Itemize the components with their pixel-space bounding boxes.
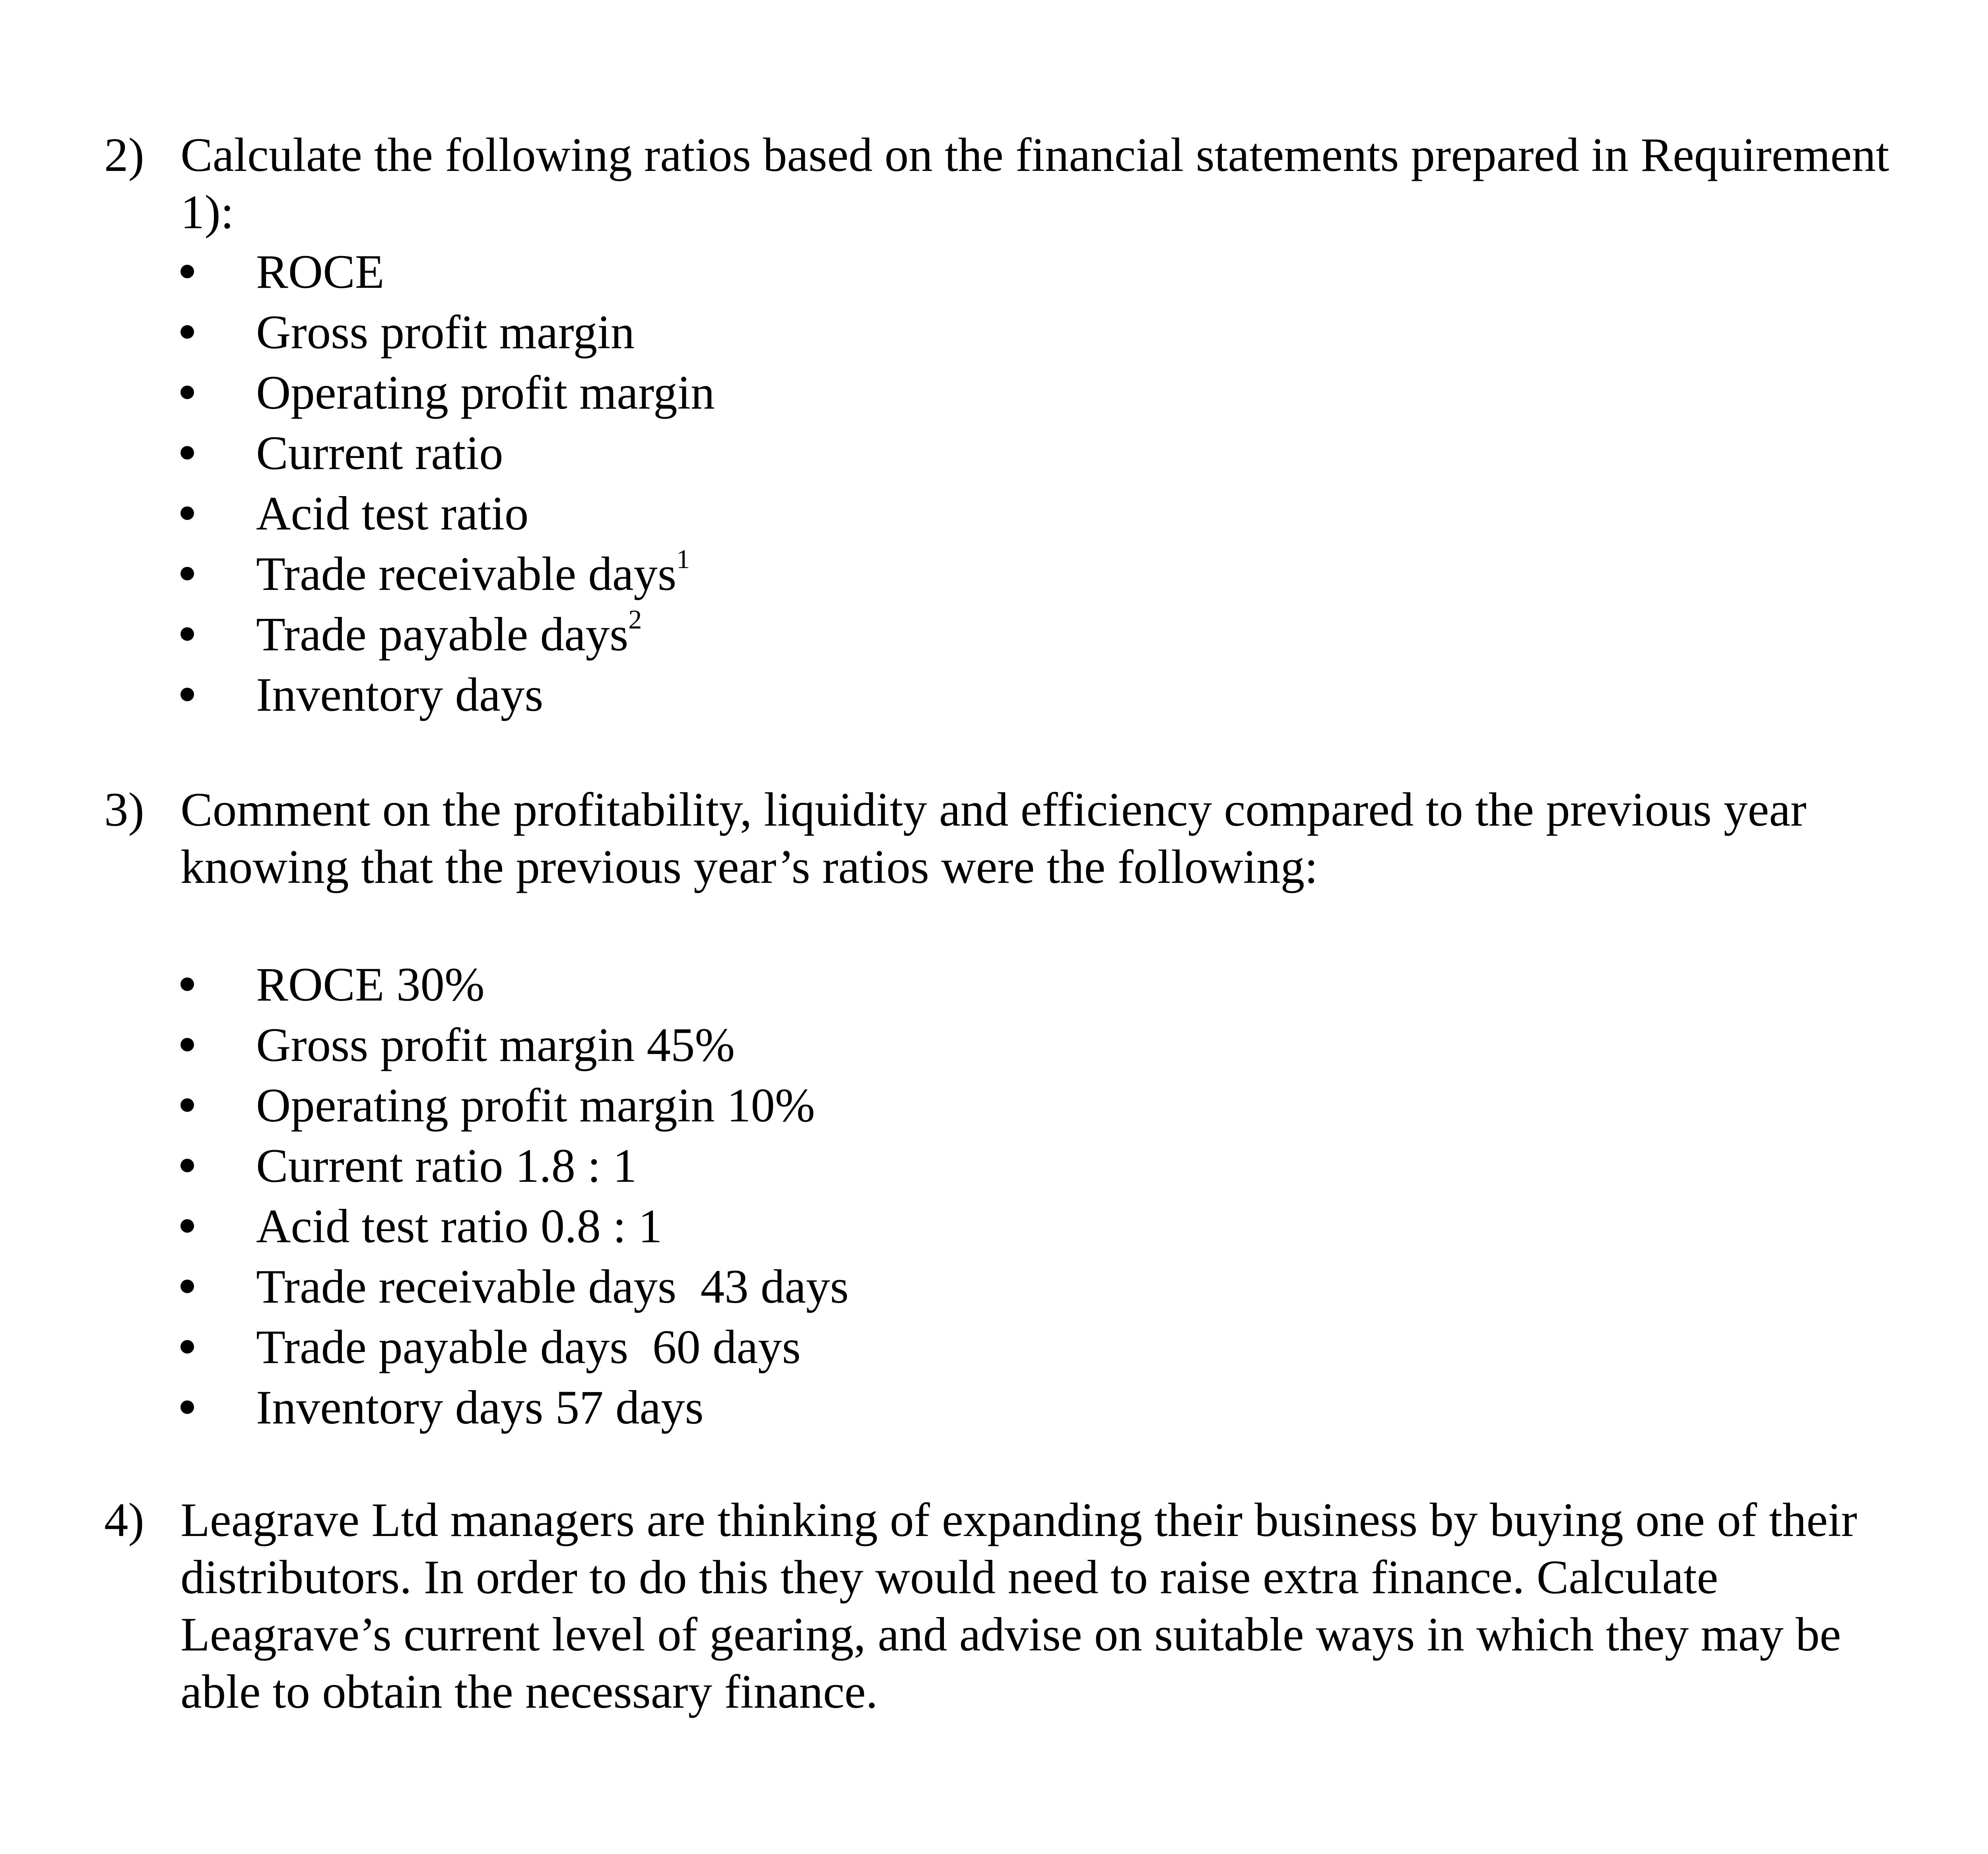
- bullet-icon: [181, 386, 194, 399]
- bullet-icon: [181, 265, 194, 278]
- list-item: [181, 1196, 1691, 1257]
- question-text: [181, 1491, 1970, 1720]
- list-item-text: Acid test ratio: [256, 487, 529, 540]
- list-item: [181, 1015, 1691, 1075]
- list-item: [181, 544, 1691, 604]
- list-item: [181, 483, 1691, 544]
- bullet-icon: [181, 627, 194, 641]
- list-item-text: Trade payable days$^2$: [256, 604, 642, 661]
- question-number: 4): [104, 1493, 144, 1547]
- list-item: [181, 665, 1691, 725]
- list-item-text: Trade payable days 60 days: [256, 1321, 801, 1374]
- question-line: Calculate the following ratios based on the financial statements prepared in Requirement: [181, 128, 1889, 182]
- bullet-icon: [181, 506, 194, 520]
- bullet-icon: [181, 567, 194, 580]
- question-line: Leagrave’s current level of gearing, and advise on suitable ways in which they may be: [181, 1608, 1841, 1661]
- question-text: [181, 126, 1970, 241]
- list-item: [181, 423, 1691, 483]
- question-line: knowing that the previous year’s ratios were the following:: [181, 840, 1318, 894]
- bullet-icon: [181, 446, 194, 460]
- list-item: [181, 242, 1691, 302]
- list-item: [181, 1377, 1691, 1438]
- bullet-icon: [181, 1098, 194, 1112]
- list-item: [181, 1317, 1691, 1377]
- question-number: 2): [104, 128, 144, 182]
- bullet-icon: [181, 1280, 194, 1293]
- ratio-list: [181, 242, 1691, 725]
- list-item-text: Operating profit margin 10%: [256, 1079, 815, 1132]
- list-item-text: Gross profit margin 45%: [256, 1018, 735, 1072]
- list-item: [181, 1136, 1691, 1196]
- list-item-text: Inventory days: [256, 668, 544, 721]
- list-item-text: ROCE 30%: [256, 958, 485, 1011]
- question-number: 3): [104, 783, 144, 836]
- list-item-text: Inventory days 57 days: [256, 1381, 704, 1434]
- bullet-icon: [181, 1400, 194, 1414]
- list-item: [181, 1257, 1691, 1317]
- bullet-icon: [181, 1159, 194, 1172]
- bullet-icon: [181, 977, 194, 991]
- question-line: Leagrave Ltd managers are thinking of expanding their business by buying one of their: [181, 1493, 1857, 1547]
- list-item-text: Trade receivable days 43 days: [256, 1260, 849, 1313]
- list-item-text: Operating profit margin: [256, 366, 715, 419]
- list-item: [181, 954, 1691, 1015]
- list-item-text: ROCE: [256, 245, 384, 299]
- list-item-text: Acid test ratio 0.8 : 1: [256, 1200, 662, 1253]
- footnote-marker: 1: [676, 543, 690, 574]
- question-line: distributors. In order to do this they would need to raise extra finance. Calculate: [181, 1551, 1718, 1604]
- bullet-icon: [181, 325, 194, 339]
- list-item-text: Trade receivable days$^1$: [256, 543, 690, 601]
- question-line: able to obtain the necessary finance.: [181, 1665, 878, 1718]
- footnote-marker: 2: [628, 604, 642, 634]
- bullet-icon: [181, 1219, 194, 1233]
- list-item: [181, 302, 1691, 363]
- previous-ratio-list: [181, 954, 1691, 1438]
- list-item-text: Current ratio 1.8 : 1: [256, 1139, 637, 1193]
- list-item: [181, 604, 1691, 665]
- bullet-icon: [181, 1038, 194, 1051]
- list-item-text: Current ratio: [256, 427, 503, 480]
- list-item: [181, 1075, 1691, 1136]
- question-line: 1):: [181, 186, 234, 239]
- bullet-icon: [181, 688, 194, 701]
- question-text: [181, 781, 1970, 896]
- list-item: [181, 363, 1691, 423]
- list-item-text: Gross profit margin: [256, 306, 635, 359]
- bullet-icon: [181, 1340, 194, 1354]
- question-line: Comment on the profitability, liquidity and efficiency compared to the previous year: [181, 783, 1807, 836]
